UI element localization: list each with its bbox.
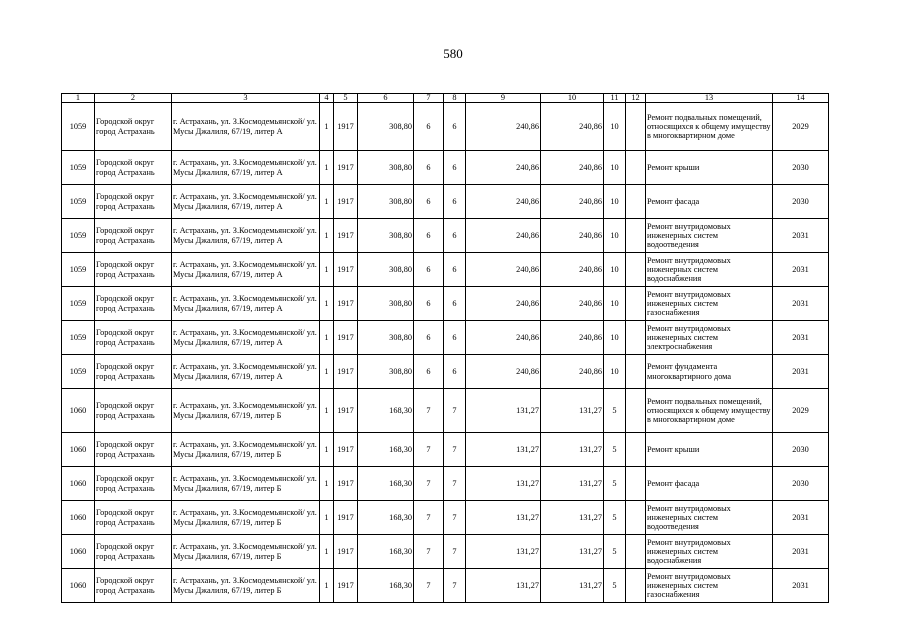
work-type-cell: Ремонт внутридомовых инженерных систем водоотведения <box>646 501 773 535</box>
work-type-cell: Ремонт фундамента многоквартирного дома <box>646 355 773 389</box>
col12-cell <box>626 433 646 467</box>
municipality-cell: Городской округ город Астрахань <box>95 253 172 287</box>
header-cell: 12 <box>626 94 646 103</box>
col12-cell <box>626 535 646 569</box>
table-row <box>62 389 829 433</box>
id-cell: 1060 <box>62 433 95 467</box>
work-type-cell: Ремонт внутридомовых инженерных систем водоснабжения <box>646 535 773 569</box>
year-cell: 1917 <box>334 151 358 185</box>
col9-cell: 240,86 <box>466 287 541 321</box>
plan-year-cell: 2029 <box>773 389 829 433</box>
col7-cell: 6 <box>414 185 444 219</box>
area-cell: 308,80 <box>358 185 414 219</box>
col12-cell <box>626 467 646 501</box>
col4-cell: 1 <box>320 389 334 433</box>
id-cell: 1059 <box>62 253 95 287</box>
col8-cell: 7 <box>444 433 466 467</box>
col7-cell: 6 <box>414 355 444 389</box>
header-cell: 10 <box>541 94 604 103</box>
year-cell: 1917 <box>334 287 358 321</box>
col8-cell: 6 <box>444 355 466 389</box>
year-cell: 1917 <box>334 185 358 219</box>
id-cell: 1059 <box>62 151 95 185</box>
col8-cell: 6 <box>444 253 466 287</box>
col8-cell: 6 <box>444 151 466 185</box>
year-cell: 1917 <box>334 253 358 287</box>
col11-cell: 5 <box>604 389 626 433</box>
col11-cell: 5 <box>604 501 626 535</box>
col10-cell: 240,86 <box>541 355 604 389</box>
col9-cell: 131,27 <box>466 389 541 433</box>
year-cell: 1917 <box>334 467 358 501</box>
id-cell: 1059 <box>62 287 95 321</box>
col10-cell: 240,86 <box>541 253 604 287</box>
col10-cell: 131,27 <box>541 501 604 535</box>
col12-cell <box>626 389 646 433</box>
col4-cell: 1 <box>320 321 334 355</box>
id-cell: 1059 <box>62 185 95 219</box>
col9-cell: 240,86 <box>466 103 541 151</box>
area-cell: 168,30 <box>358 501 414 535</box>
work-type-cell: Ремонт внутридомовых инженерных систем газоснабжения <box>646 287 773 321</box>
col12-cell <box>626 287 646 321</box>
col12-cell <box>626 321 646 355</box>
plan-year-cell: 2031 <box>773 219 829 253</box>
col7-cell: 7 <box>414 535 444 569</box>
col10-cell: 240,86 <box>541 185 604 219</box>
year-cell: 1917 <box>334 219 358 253</box>
address-cell: г. Астрахань, ул. З.Космодемьянской/ ул. Мусы Джалиля, 67/19, литер А <box>172 185 320 219</box>
year-cell: 1917 <box>334 433 358 467</box>
municipality-cell: Городской округ город Астрахань <box>95 501 172 535</box>
area-cell: 168,30 <box>358 535 414 569</box>
work-type-cell: Ремонт внутридомовых инженерных систем электроснабжения <box>646 321 773 355</box>
id-cell: 1060 <box>62 535 95 569</box>
col11-cell: 10 <box>604 287 626 321</box>
plan-year-cell: 2029 <box>773 103 829 151</box>
col7-cell: 6 <box>414 103 444 151</box>
col4-cell: 1 <box>320 535 334 569</box>
header-cell: 3 <box>172 94 320 103</box>
col12-cell <box>626 569 646 603</box>
col12-cell <box>626 151 646 185</box>
header-cell: 4 <box>320 94 334 103</box>
col11-cell: 10 <box>604 151 626 185</box>
col11-cell: 10 <box>604 103 626 151</box>
municipality-cell: Городской округ город Астрахань <box>95 185 172 219</box>
col10-cell: 240,86 <box>541 103 604 151</box>
address-cell: г. Астрахань, ул. З.Космодемьянской/ ул. Мусы Джалиля, 67/19, литер Б <box>172 535 320 569</box>
header-cell: 14 <box>773 94 829 103</box>
header-cell: 8 <box>444 94 466 103</box>
address-cell: г. Астрахань, ул. З.Космодемьянской/ ул. Мусы Джалиля, 67/19, литер А <box>172 321 320 355</box>
year-cell: 1917 <box>334 569 358 603</box>
col10-cell: 131,27 <box>541 467 604 501</box>
col11-cell: 10 <box>604 321 626 355</box>
col10-cell: 131,27 <box>541 433 604 467</box>
col7-cell: 7 <box>414 467 444 501</box>
plan-year-cell: 2031 <box>773 287 829 321</box>
header-cell: 7 <box>414 94 444 103</box>
table-body <box>62 94 829 603</box>
id-cell: 1060 <box>62 501 95 535</box>
address-cell: г. Астрахань, ул. З.Космодемьянской/ ул. Мусы Джалиля, 67/19, литер А <box>172 355 320 389</box>
col4-cell: 1 <box>320 433 334 467</box>
col8-cell: 6 <box>444 103 466 151</box>
year-cell: 1917 <box>334 389 358 433</box>
year-cell: 1917 <box>334 355 358 389</box>
table-row <box>62 321 829 355</box>
id-cell: 1059 <box>62 219 95 253</box>
area-cell: 168,30 <box>358 569 414 603</box>
plan-year-cell: 2031 <box>773 535 829 569</box>
id-cell: 1059 <box>62 355 95 389</box>
col10-cell: 131,27 <box>541 389 604 433</box>
table-row <box>62 535 829 569</box>
municipality-cell: Городской округ город Астрахань <box>95 103 172 151</box>
table-row <box>62 253 829 287</box>
municipality-cell: Городской округ город Астрахань <box>95 321 172 355</box>
header-cell: 13 <box>646 94 773 103</box>
area-cell: 308,80 <box>358 151 414 185</box>
header-cell: 9 <box>466 94 541 103</box>
col4-cell: 1 <box>320 501 334 535</box>
area-cell: 168,30 <box>358 389 414 433</box>
municipality-cell: Городской округ город Астрахань <box>95 219 172 253</box>
table-row <box>62 433 829 467</box>
col9-cell: 240,86 <box>466 253 541 287</box>
area-cell: 308,80 <box>358 253 414 287</box>
col9-cell: 131,27 <box>466 569 541 603</box>
table-row <box>62 219 829 253</box>
col4-cell: 1 <box>320 219 334 253</box>
col10-cell: 240,86 <box>541 321 604 355</box>
plan-year-cell: 2031 <box>773 501 829 535</box>
col12-cell <box>626 501 646 535</box>
col8-cell: 6 <box>444 287 466 321</box>
municipality-cell: Городской округ город Астрахань <box>95 569 172 603</box>
col7-cell: 7 <box>414 569 444 603</box>
municipality-cell: Городской округ город Астрахань <box>95 535 172 569</box>
col11-cell: 5 <box>604 467 626 501</box>
table-row <box>62 569 829 603</box>
col9-cell: 240,86 <box>466 321 541 355</box>
table-row <box>62 501 829 535</box>
id-cell: 1059 <box>62 103 95 151</box>
municipality-cell: Городской округ город Астрахань <box>95 433 172 467</box>
work-type-cell: Ремонт крыши <box>646 433 773 467</box>
col4-cell: 1 <box>320 569 334 603</box>
area-cell: 168,30 <box>358 467 414 501</box>
address-cell: г. Астрахань, ул. З.Космодемьянской/ ул. Мусы Джалиля, 67/19, литер Б <box>172 467 320 501</box>
col7-cell: 7 <box>414 433 444 467</box>
col9-cell: 240,86 <box>466 355 541 389</box>
id-cell: 1060 <box>62 467 95 501</box>
col9-cell: 240,86 <box>466 219 541 253</box>
address-cell: г. Астрахань, ул. З.Космодемьянской/ ул. Мусы Джалиля, 67/19, литер А <box>172 219 320 253</box>
year-cell: 1917 <box>334 501 358 535</box>
col4-cell: 1 <box>320 151 334 185</box>
col11-cell: 10 <box>604 355 626 389</box>
col8-cell: 6 <box>444 219 466 253</box>
col11-cell: 10 <box>604 253 626 287</box>
col8-cell: 7 <box>444 467 466 501</box>
table-row <box>62 467 829 501</box>
col10-cell: 131,27 <box>541 535 604 569</box>
col9-cell: 131,27 <box>466 535 541 569</box>
id-cell: 1060 <box>62 389 95 433</box>
col4-cell: 1 <box>320 355 334 389</box>
address-cell: г. Астрахань, ул. З.Космодемьянской/ ул. Мусы Джалиля, 67/19, литер Б <box>172 389 320 433</box>
col10-cell: 131,27 <box>541 569 604 603</box>
header-cell: 1 <box>62 94 95 103</box>
data-table <box>61 93 829 603</box>
area-cell: 168,30 <box>358 433 414 467</box>
table-row <box>62 185 829 219</box>
address-cell: г. Астрахань, ул. З.Космодемьянской/ ул. Мусы Джалиля, 67/19, литер А <box>172 287 320 321</box>
table-row <box>62 355 829 389</box>
plan-year-cell: 2031 <box>773 569 829 603</box>
area-cell: 308,80 <box>358 219 414 253</box>
year-cell: 1917 <box>334 103 358 151</box>
plan-year-cell: 2030 <box>773 467 829 501</box>
col11-cell: 5 <box>604 535 626 569</box>
table-row <box>62 151 829 185</box>
area-cell: 308,80 <box>358 321 414 355</box>
area-cell: 308,80 <box>358 355 414 389</box>
col4-cell: 1 <box>320 287 334 321</box>
address-cell: г. Астрахань, ул. З.Космодемьянской/ ул. Мусы Джалиля, 67/19, литер Б <box>172 569 320 603</box>
header-cell: 5 <box>334 94 358 103</box>
col12-cell <box>626 103 646 151</box>
col12-cell <box>626 185 646 219</box>
col7-cell: 6 <box>414 219 444 253</box>
col12-cell <box>626 355 646 389</box>
col8-cell: 7 <box>444 501 466 535</box>
municipality-cell: Городской округ город Астрахань <box>95 467 172 501</box>
work-type-cell: Ремонт внутридомовых инженерных систем водоснабжения <box>646 253 773 287</box>
col7-cell: 6 <box>414 321 444 355</box>
col8-cell: 6 <box>444 321 466 355</box>
address-cell: г. Астрахань, ул. З.Космодемьянской/ ул. Мусы Джалиля, 67/19, литер А <box>172 103 320 151</box>
page-number: 580 <box>443 46 463 61</box>
header-row <box>62 94 829 103</box>
municipality-cell: Городской округ город Астрахань <box>95 151 172 185</box>
plan-year-cell: 2031 <box>773 355 829 389</box>
col8-cell: 6 <box>444 185 466 219</box>
plan-year-cell: 2030 <box>773 151 829 185</box>
year-cell: 1917 <box>334 535 358 569</box>
col7-cell: 6 <box>414 151 444 185</box>
col12-cell <box>626 219 646 253</box>
col7-cell: 7 <box>414 501 444 535</box>
header-cell: 11 <box>604 94 626 103</box>
address-cell: г. Астрахань, ул. З.Космодемьянской/ ул. Мусы Джалиля, 67/19, литер Б <box>172 433 320 467</box>
header-cell: 6 <box>358 94 414 103</box>
area-cell: 308,80 <box>358 287 414 321</box>
plan-year-cell: 2030 <box>773 185 829 219</box>
col9-cell: 131,27 <box>466 433 541 467</box>
table-row <box>62 287 829 321</box>
col4-cell: 1 <box>320 467 334 501</box>
id-cell: 1059 <box>62 321 95 355</box>
municipality-cell: Городской округ город Астрахань <box>95 355 172 389</box>
col11-cell: 5 <box>604 433 626 467</box>
col4-cell: 1 <box>320 185 334 219</box>
area-cell: 308,80 <box>358 103 414 151</box>
work-type-cell: Ремонт внутридомовых инженерных систем водоотведения <box>646 219 773 253</box>
id-cell: 1060 <box>62 569 95 603</box>
address-cell: г. Астрахань, ул. З.Космодемьянской/ ул. Мусы Джалиля, 67/19, литер А <box>172 253 320 287</box>
col8-cell: 7 <box>444 535 466 569</box>
col10-cell: 240,86 <box>541 287 604 321</box>
col9-cell: 131,27 <box>466 467 541 501</box>
work-type-cell: Ремонт подвальных помещений, относящихся к общему имуществу в многоквартирном доме <box>646 389 773 433</box>
municipality-cell: Городской округ город Астрахань <box>95 389 172 433</box>
col11-cell: 10 <box>604 219 626 253</box>
table-row <box>62 103 829 151</box>
col8-cell: 7 <box>444 569 466 603</box>
col10-cell: 240,86 <box>541 151 604 185</box>
col7-cell: 7 <box>414 389 444 433</box>
year-cell: 1917 <box>334 321 358 355</box>
col7-cell: 6 <box>414 287 444 321</box>
col11-cell: 5 <box>604 569 626 603</box>
plan-year-cell: 2030 <box>773 433 829 467</box>
col9-cell: 240,86 <box>466 185 541 219</box>
col8-cell: 7 <box>444 389 466 433</box>
work-type-cell: Ремонт подвальных помещений, относящихся к общему имуществу в многоквартирном доме <box>646 103 773 151</box>
address-cell: г. Астрахань, ул. З.Космодемьянской/ ул. Мусы Джалиля, 67/19, литер А <box>172 151 320 185</box>
address-cell: г. Астрахань, ул. З.Космодемьянской/ ул. Мусы Джалиля, 67/19, литер Б <box>172 501 320 535</box>
col4-cell: 1 <box>320 253 334 287</box>
municipality-cell: Городской округ город Астрахань <box>95 287 172 321</box>
col12-cell <box>626 253 646 287</box>
work-type-cell: Ремонт внутридомовых инженерных систем газоснабжения <box>646 569 773 603</box>
col7-cell: 6 <box>414 253 444 287</box>
col9-cell: 131,27 <box>466 501 541 535</box>
col10-cell: 240,86 <box>541 219 604 253</box>
col4-cell: 1 <box>320 103 334 151</box>
header-cell: 2 <box>95 94 172 103</box>
plan-year-cell: 2031 <box>773 253 829 287</box>
work-type-cell: Ремонт фасада <box>646 185 773 219</box>
work-type-cell: Ремонт крыши <box>646 151 773 185</box>
plan-year-cell: 2031 <box>773 321 829 355</box>
col11-cell: 10 <box>604 185 626 219</box>
col9-cell: 240,86 <box>466 151 541 185</box>
work-type-cell: Ремонт фасада <box>646 467 773 501</box>
